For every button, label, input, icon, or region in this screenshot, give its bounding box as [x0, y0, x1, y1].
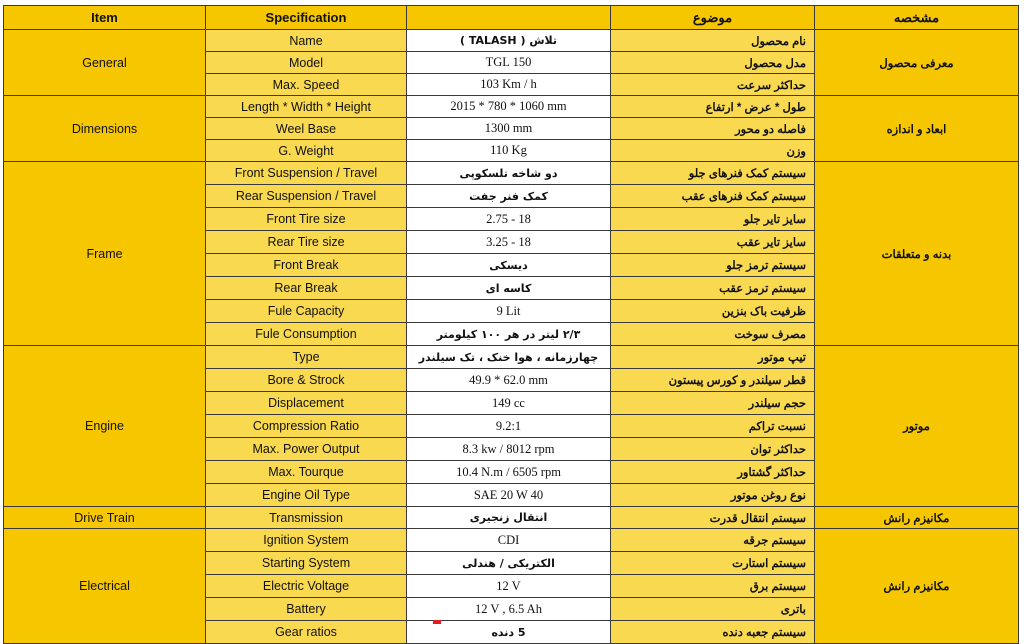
header-item: Item: [4, 6, 206, 30]
spec-label: Fule Consumption: [206, 323, 407, 346]
subject-label: حداکثر گشتاور: [611, 461, 815, 484]
spec-label: Rear Suspension / Travel: [206, 185, 407, 208]
subject-label: سیستم استارت: [611, 552, 815, 575]
spec-label: Max. Speed: [206, 74, 407, 96]
subject-label: سیستم جرقه: [611, 529, 815, 552]
spec-label: G. Weight: [206, 140, 407, 162]
spec-value: 10.4 N.m / 6505 rpm: [407, 461, 611, 484]
spec-label: Weel Base: [206, 118, 407, 140]
spec-label: Fule Capacity: [206, 300, 407, 323]
header-specification: Specification: [206, 6, 407, 30]
subject-label: نسبت تراکم: [611, 415, 815, 438]
spec-value: 3.25 - 18: [407, 231, 611, 254]
spec-label: Name: [206, 30, 407, 52]
subject-label: سیستم ترمز عقب: [611, 277, 815, 300]
group-label-en: Dimensions: [4, 96, 206, 162]
spec-value: CDI: [407, 529, 611, 552]
spec-value: 9 Lit: [407, 300, 611, 323]
spec-value: 12 V: [407, 575, 611, 598]
subject-label: تیپ موتور: [611, 346, 815, 369]
spec-label: Bore & Strock: [206, 369, 407, 392]
spec-value: انتقال زنجیری: [407, 507, 611, 529]
spec-label: Front Tire size: [206, 208, 407, 231]
subject-label: فاصله دو محور: [611, 118, 815, 140]
subject-label: مصرف سوخت: [611, 323, 815, 346]
spec-value: دو شاخه تلسکوپی: [407, 162, 611, 185]
spec-value: 1300 mm: [407, 118, 611, 140]
spec-value: تلاش ( TALASH ): [407, 30, 611, 52]
spec-value: 2.75 - 18: [407, 208, 611, 231]
spec-label: Length * Width * Height: [206, 96, 407, 118]
specification-body: [4, 30, 1019, 644]
table-row: [4, 162, 1019, 185]
spec-value: 149 cc: [407, 392, 611, 415]
subject-label: سیستم جعبه دنده: [611, 621, 815, 644]
subject-label: وزن: [611, 140, 815, 162]
subject-label: حداکثر توان: [611, 438, 815, 461]
spec-value: 2015 * 780 * 1060 mm: [407, 96, 611, 118]
spec-value: TGL 150: [407, 52, 611, 74]
table-row: [4, 96, 1019, 118]
group-label-fa: ابعاد و اندازه: [815, 96, 1019, 162]
group-label-en: Electrical: [4, 529, 206, 644]
spec-value: 9.2:1: [407, 415, 611, 438]
spec-value: چهارزمانه ، هوا خنک ، تک سیلندر: [407, 346, 611, 369]
subject-label: حجم سیلندر: [611, 392, 815, 415]
spec-value: SAE 20 W 40: [407, 484, 611, 507]
spec-value: کمک فنر جفت: [407, 185, 611, 208]
spec-label: Front Break: [206, 254, 407, 277]
specification-table: [3, 5, 1019, 644]
spec-label: Ignition System: [206, 529, 407, 552]
subject-label: باتری: [611, 598, 815, 621]
spec-label: Gear ratios: [206, 621, 407, 644]
spec-value: 110 Kg: [407, 140, 611, 162]
subject-label: سایز تایر جلو: [611, 208, 815, 231]
subject-label: مدل محصول: [611, 52, 815, 74]
spec-value: 8.3 kw / 8012 rpm: [407, 438, 611, 461]
spec-value: الکتریکی / هندلی: [407, 552, 611, 575]
page-edge-mark: [433, 620, 441, 624]
subject-label: ظرفیت باک بنزین: [611, 300, 815, 323]
subject-label: سایز تایر عقب: [611, 231, 815, 254]
table-row: [4, 30, 1019, 52]
table-row: [4, 346, 1019, 369]
group-label-en: Frame: [4, 162, 206, 346]
spec-value: 12 V , 6.5 Ah: [407, 598, 611, 621]
spec-value: ۲/۳ لیتر در هر ۱۰۰ کیلومتر: [407, 323, 611, 346]
subject-label: سیستم انتقال قدرت: [611, 507, 815, 529]
spec-value: کاسه ای: [407, 277, 611, 300]
spec-label: Rear Tire size: [206, 231, 407, 254]
spec-value: 5 دنده: [407, 621, 611, 644]
spec-label: Max. Power Output: [206, 438, 407, 461]
header-value: [407, 6, 611, 30]
group-label-fa: مکانیزم رانش: [815, 529, 1019, 644]
table-row: [4, 529, 1019, 552]
spec-label: Battery: [206, 598, 407, 621]
subject-label: سیستم ترمز جلو: [611, 254, 815, 277]
subject-label: طول * عرض * ارتفاع: [611, 96, 815, 118]
header-feature: مشخصه: [815, 6, 1019, 30]
group-label-fa: موتور: [815, 346, 1019, 507]
spec-label: Engine Oil Type: [206, 484, 407, 507]
table-row: [4, 507, 1019, 529]
spec-value: 49.9 * 62.0 mm: [407, 369, 611, 392]
spec-label: Model: [206, 52, 407, 74]
group-label-fa: مکانیزم رانش: [815, 507, 1019, 529]
subject-label: قطر سیلندر و کورس پیستون: [611, 369, 815, 392]
spec-label: Rear Break: [206, 277, 407, 300]
group-label-fa: معرفی محصول: [815, 30, 1019, 96]
spec-label: Max. Tourque: [206, 461, 407, 484]
subject-label: نام محصول: [611, 30, 815, 52]
spec-value: 103 Km / h: [407, 74, 611, 96]
group-label-en: General: [4, 30, 206, 96]
spec-label: Displacement: [206, 392, 407, 415]
subject-label: نوع روغن موتور: [611, 484, 815, 507]
subject-label: سیستم کمک فنرهای جلو: [611, 162, 815, 185]
group-label-en: Engine: [4, 346, 206, 507]
header-row: [4, 6, 1019, 30]
spec-label: Type: [206, 346, 407, 369]
header-subject: موضوع: [611, 6, 815, 30]
group-label-en: Drive Train: [4, 507, 206, 529]
spec-label: Front Suspension / Travel: [206, 162, 407, 185]
subject-label: سیستم کمک فنرهای عقب: [611, 185, 815, 208]
spec-value: دیسکی: [407, 254, 611, 277]
subject-label: سیستم برق: [611, 575, 815, 598]
spec-label: Starting System: [206, 552, 407, 575]
spec-label: Compression Ratio: [206, 415, 407, 438]
subject-label: حداکثر سرعت: [611, 74, 815, 96]
group-label-fa: بدنه و متعلقات: [815, 162, 1019, 346]
spec-label: Transmission: [206, 507, 407, 529]
spec-label: Electric Voltage: [206, 575, 407, 598]
